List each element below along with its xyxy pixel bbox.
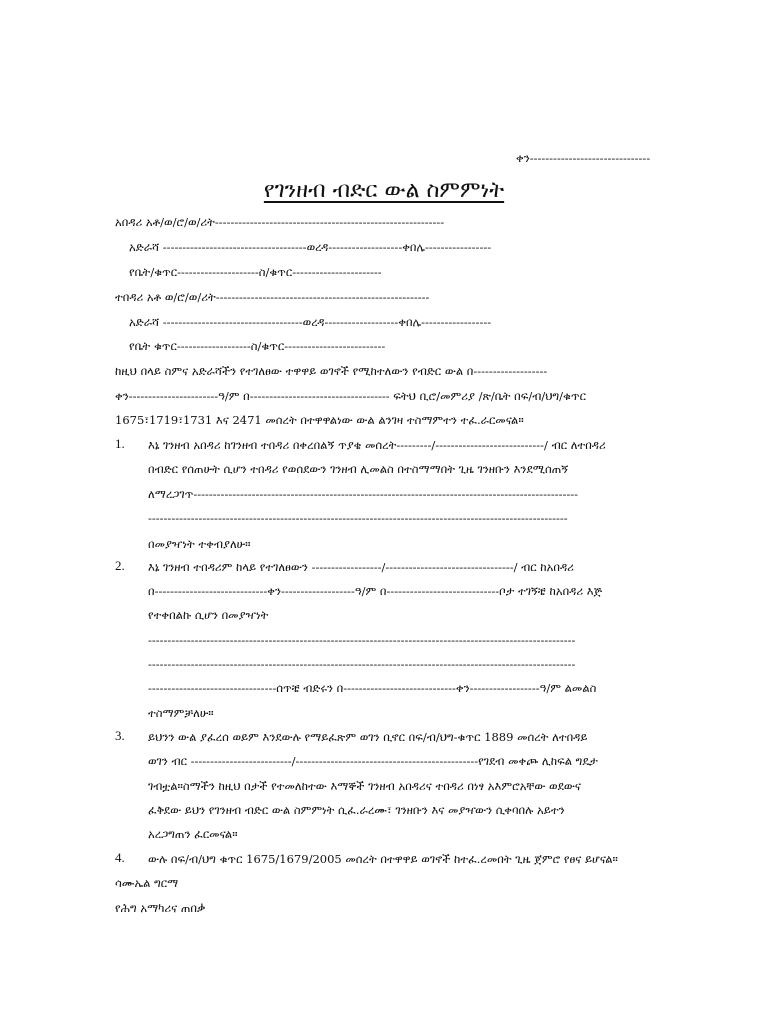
lender-address-line: አድራሻ -------------------------------------ወረዳ-------------------ቀበሌ----------------- xyxy=(129,240,492,254)
clause-line: አረጋግጠን ፈርመናል። xyxy=(148,827,238,841)
clause-line: እኔ ገንዘብ አበዳሪ ከገንዘብ ተበዳሪ በቀረበልኝ ጥያቄ መሰረት---------/----------------------------/ ብር ለተበዳሪ xyxy=(148,438,606,452)
clause-line: ---------------------------------ሰጥቼ ብድሩን በ-----------------------------ቀን------------------ዓ/ም ልመልስ xyxy=(148,681,597,695)
date-field: ቀን------------------------------- xyxy=(516,151,651,165)
intro-line: 1675፣1719፣1731 እና 2471 መሰረት በተዋዋልነው ውል ልንገዛ ተስማምተን ተፈ.ራርመናል። xyxy=(115,413,524,427)
title-text: የገንዘብ ብድር ውል ስምምነት xyxy=(263,178,505,203)
clause-line: -------------------------------------------------------------------------------------------------------------- xyxy=(148,633,576,647)
document-title xyxy=(0,178,768,203)
clause-line: በ-----------------------------ቀን-------------------ዓ/ም በ-----------------------------ቦታ ተገኝቼ ከአበዳሪ እጅ xyxy=(148,584,603,598)
borrower-address-line: አድራሻ ------------------------------------ወረዳ-------------------ቀበሌ------------------ xyxy=(129,315,492,329)
clause-line: ወገን ብር --------------------------/-----------------------------------------------የገደብ መቀጮ ሊከፍል ግዴታ xyxy=(148,754,598,768)
signatory-name: ሳሙኤል ግርማ xyxy=(115,876,179,890)
clause-line: ተስማምቻለሁ። xyxy=(148,706,214,720)
clause-line: እኔ ገንዘብ ተበዳሪም ከላይ የተገለፀውን ------------------/---------------------------------/ ብር ከአበዳሪ xyxy=(148,560,574,574)
clause-number: 1. xyxy=(115,436,125,451)
clause-line: -------------------------------------------------------------------------------------------------------------- xyxy=(148,657,576,671)
clause-line: በብድር የሰጠሁት ሲሆን ተበዳሪ የወሰደውን ገንዘብ ሊመልስ በተስማማበት ጊዜ ገንዘቡን እንደሚሰጠኝ xyxy=(148,462,569,476)
intro-line: ቀን-----------------------ዓ/ም በ------------------------------------ ፍትህ ቢሮ/መምሪያ /ጽ/ቤት በፍ/ብ/ህግ/ቁጥር xyxy=(115,389,586,403)
intro-line: ከዚህ በላይ ስምና አድራሻችን የተገለፀው ተዋዋይ ወገኖች የሚከተለውን የብድር ውል በ------------------- xyxy=(115,364,548,378)
clause-line: ገብቷል።ስማችን ከዚህ በታች የተመለከተው እማኞች ገንዘብ አበዳሪና ተበዳሪ በነፃ አእምሮአቸው ወደውና xyxy=(148,779,582,793)
clause-number: 4. xyxy=(115,850,125,865)
signatory-role: የሕግ አማካሪና ጠበቃ xyxy=(115,901,206,915)
borrower-house-line: የቤት ቁጥር-------------------ስ/ቁጥር-------------------------- xyxy=(129,339,386,353)
clause-line: በመያዣነት ተቀብያለሁ። xyxy=(148,537,251,551)
clause-line: ይህንን ውል ያፈረሰ ወይም እንደውሉ የማይፈጽም ወገን ቢኖር በፍ/ብ/ህግ-ቁጥር 1889 መሰረት ለተበዳይ xyxy=(148,730,588,744)
clause-line: ፈቅደው ይህን የገንዘብ ብድር ውል ስምምነት ሲፈ.ራረሙ፣ ገንዘቡን እና መያዣውን ሲቀባበሉ አይተን xyxy=(148,803,565,817)
lender-name-line: አበዳሪ አቶ/ወ/ሮ/ወ/ሪት----------------------------------------------------------- xyxy=(115,215,445,229)
lender-house-line: የቤት/ቁጥር---------------------ስ/ቁጥር----------------------- xyxy=(129,265,382,279)
clause-line: ውሉ በፍ/ብ/ህግ ቁጥር 1675/1679/2005 መሰረት በተዋዋይ ወገኖች ከተፈ.ረመበት ጊዜ ጀምሮ የፀና ይሆናል። xyxy=(148,852,618,866)
clause-number: 3. xyxy=(115,728,125,743)
clause-line: የተቀበልኩ ሲሆን በመያዣነት xyxy=(148,608,269,622)
clause-line: ------------------------------------------------------------------------------------------------------------ xyxy=(148,511,568,525)
clause-number: 2. xyxy=(115,558,125,573)
borrower-name-line: ተበዳሪ አቶ ወ/ሮ/ወ/ሪት------------------------------------------------------- xyxy=(115,290,430,304)
clause-line: ለማረጋገጥ--------------------------------------------------------------------------------------------------- xyxy=(148,487,579,501)
